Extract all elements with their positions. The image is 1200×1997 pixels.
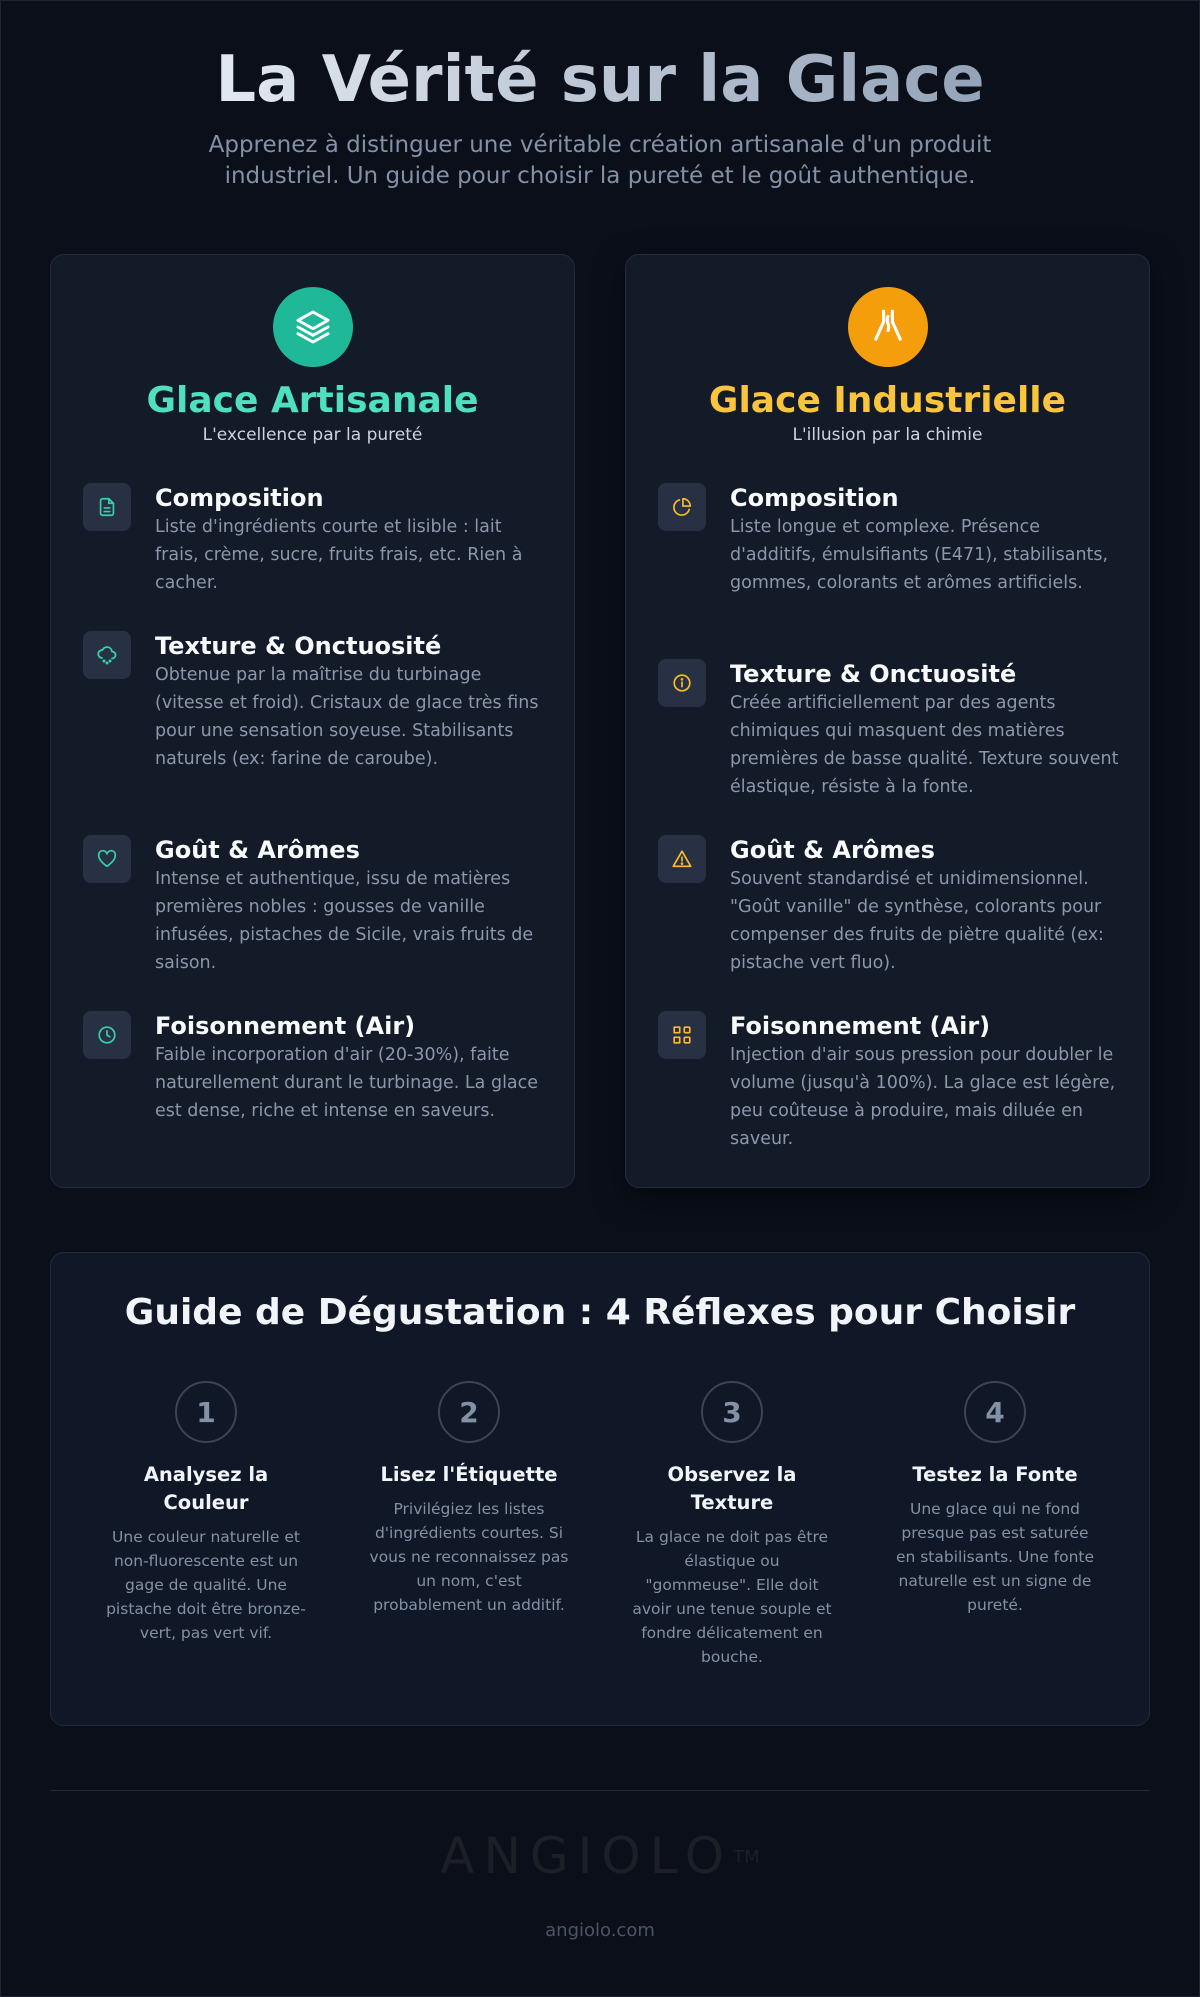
artisanal-item-foisonnement bbox=[83, 1011, 550, 1125]
step-text: Privilégiez les listes d'ingrédients courtes. Si vous ne reconnaissez pas un nom, c'est probablement un additif. bbox=[369, 1500, 569, 1614]
logo-text: ANGIOLO bbox=[440, 1827, 734, 1885]
page-subtitle: Apprenez à distinguer une véritable création artisanale d'un produit industriel. Un guide pour choisir la pureté et le goût authentique. bbox=[208, 132, 992, 189]
item-title: Composition bbox=[730, 484, 899, 512]
item-title: Texture & Onctuosité bbox=[730, 660, 1017, 688]
industrial-item-foisonnement bbox=[658, 1011, 1125, 1153]
industrial-item-gout bbox=[658, 835, 1125, 977]
grid-icon bbox=[658, 1011, 706, 1059]
cloud-snow-icon bbox=[83, 631, 131, 679]
industrial-item-texture bbox=[658, 659, 1125, 801]
item-text: Obtenue par la maîtrise du turbinage (vitesse et froid). Cristaux de glace très fins pour une sensation soyeuse. Stabilisants naturels (ex: farine de caroube). bbox=[155, 665, 539, 769]
tasting-guide bbox=[50, 1252, 1150, 1726]
guide-step-3 bbox=[627, 1381, 837, 1669]
logo-trademark: TM bbox=[733, 1847, 760, 1868]
step-number: 4 bbox=[964, 1381, 1026, 1443]
flask-icon bbox=[848, 287, 928, 367]
brand-logo[interactable] bbox=[0, 1826, 1200, 1886]
clock-icon bbox=[83, 1011, 131, 1059]
step-text: La glace ne doit pas être élastique ou "gommeuse". Elle doit avoir une tenue souple et fondre délicatement en bouche. bbox=[632, 1528, 832, 1666]
item-text: Intense et authentique, issu de matières premières nobles : gousses de vanille infusées, pistaches de Sicile, vrais fruits de saison. bbox=[155, 869, 534, 973]
step-number: 3 bbox=[701, 1381, 763, 1443]
industrial-card bbox=[625, 254, 1150, 1188]
artisanal-title: Glace Artisanale bbox=[146, 380, 479, 421]
document-icon bbox=[83, 483, 131, 531]
artisanal-item-texture bbox=[83, 631, 550, 773]
step-text: Une glace qui ne fond presque pas est saturée en stabilisants. Une fonte naturelle est un signe de pureté. bbox=[895, 1500, 1095, 1614]
artisanal-item-composition bbox=[83, 483, 550, 597]
artisanal-item-gout bbox=[83, 835, 550, 977]
pie-chart-icon bbox=[658, 483, 706, 531]
step-title: Analysez la Couleur bbox=[143, 1463, 269, 1514]
guide-step-4 bbox=[890, 1381, 1100, 1617]
artisanal-card bbox=[50, 254, 575, 1188]
item-title: Goût & Arômes bbox=[730, 836, 935, 864]
warning-icon bbox=[658, 835, 706, 883]
comparison-cards bbox=[50, 254, 1150, 1188]
item-text: Liste longue et complexe. Présence d'additifs, émulsifiants (E471), stabilisants, gommes, colorants et arômes artificiels. bbox=[730, 517, 1109, 593]
step-title: Testez la Fonte bbox=[912, 1463, 1078, 1486]
artisanal-subtitle: L'excellence par la pureté bbox=[202, 425, 423, 445]
step-title: Observez la Texture bbox=[667, 1463, 797, 1514]
step-number: 2 bbox=[438, 1381, 500, 1443]
industrial-item-composition bbox=[658, 483, 1125, 597]
step-number: 1 bbox=[175, 1381, 237, 1443]
item-title: Foisonnement (Air) bbox=[730, 1012, 991, 1040]
heart-icon bbox=[83, 835, 131, 883]
footer-link[interactable]: angiolo.com bbox=[545, 1920, 655, 1941]
step-title: Lisez l'Étiquette bbox=[380, 1463, 558, 1486]
page-title: La Vérité sur la Glace bbox=[215, 43, 985, 117]
item-text: Injection d'air sous pression pour doubler le volume (jusqu'à 100%). La glace est légère, peu coûteuse à produire, mais diluée en saveur. bbox=[730, 1045, 1116, 1149]
item-title: Goût & Arômes bbox=[155, 836, 360, 864]
item-title: Foisonnement (Air) bbox=[155, 1012, 416, 1040]
guide-step-2 bbox=[364, 1381, 574, 1617]
industrial-title: Glace Industrielle bbox=[708, 380, 1067, 421]
info-icon bbox=[658, 659, 706, 707]
industrial-subtitle: L'illusion par la chimie bbox=[792, 425, 983, 445]
item-text: Souvent standardisé et unidimensionnel. "Goût vanille" de synthèse, colorants pour compenser des fruits de piètre qualité (ex: pistache vert fluo). bbox=[730, 869, 1104, 973]
guide-step-1 bbox=[101, 1381, 311, 1645]
step-text: Une couleur naturelle et non-fluorescente est un gage de qualité. Une pistache doit être bronze-vert, pas vert vif. bbox=[106, 1528, 306, 1642]
layers-icon bbox=[273, 287, 353, 367]
item-text: Liste d'ingrédients courte et lisible : lait frais, crème, sucre, fruits frais, etc. Rien à cacher. bbox=[155, 517, 523, 593]
item-text: Créée artificiellement par des agents chimiques qui masquent des matières premières de basse qualité. Texture souvent élastique, résiste à la fonte. bbox=[730, 693, 1119, 797]
item-title: Texture & Onctuosité bbox=[155, 632, 442, 660]
guide-title: Guide de Dégustation : 4 Réflexes pour Choisir bbox=[124, 1292, 1076, 1333]
item-text: Faible incorporation d'air (20-30%), faite naturellement durant le turbinage. La glace est dense, riche et intense en saveurs. bbox=[155, 1045, 539, 1121]
item-title: Composition bbox=[155, 484, 324, 512]
footer-divider bbox=[50, 1790, 1150, 1791]
